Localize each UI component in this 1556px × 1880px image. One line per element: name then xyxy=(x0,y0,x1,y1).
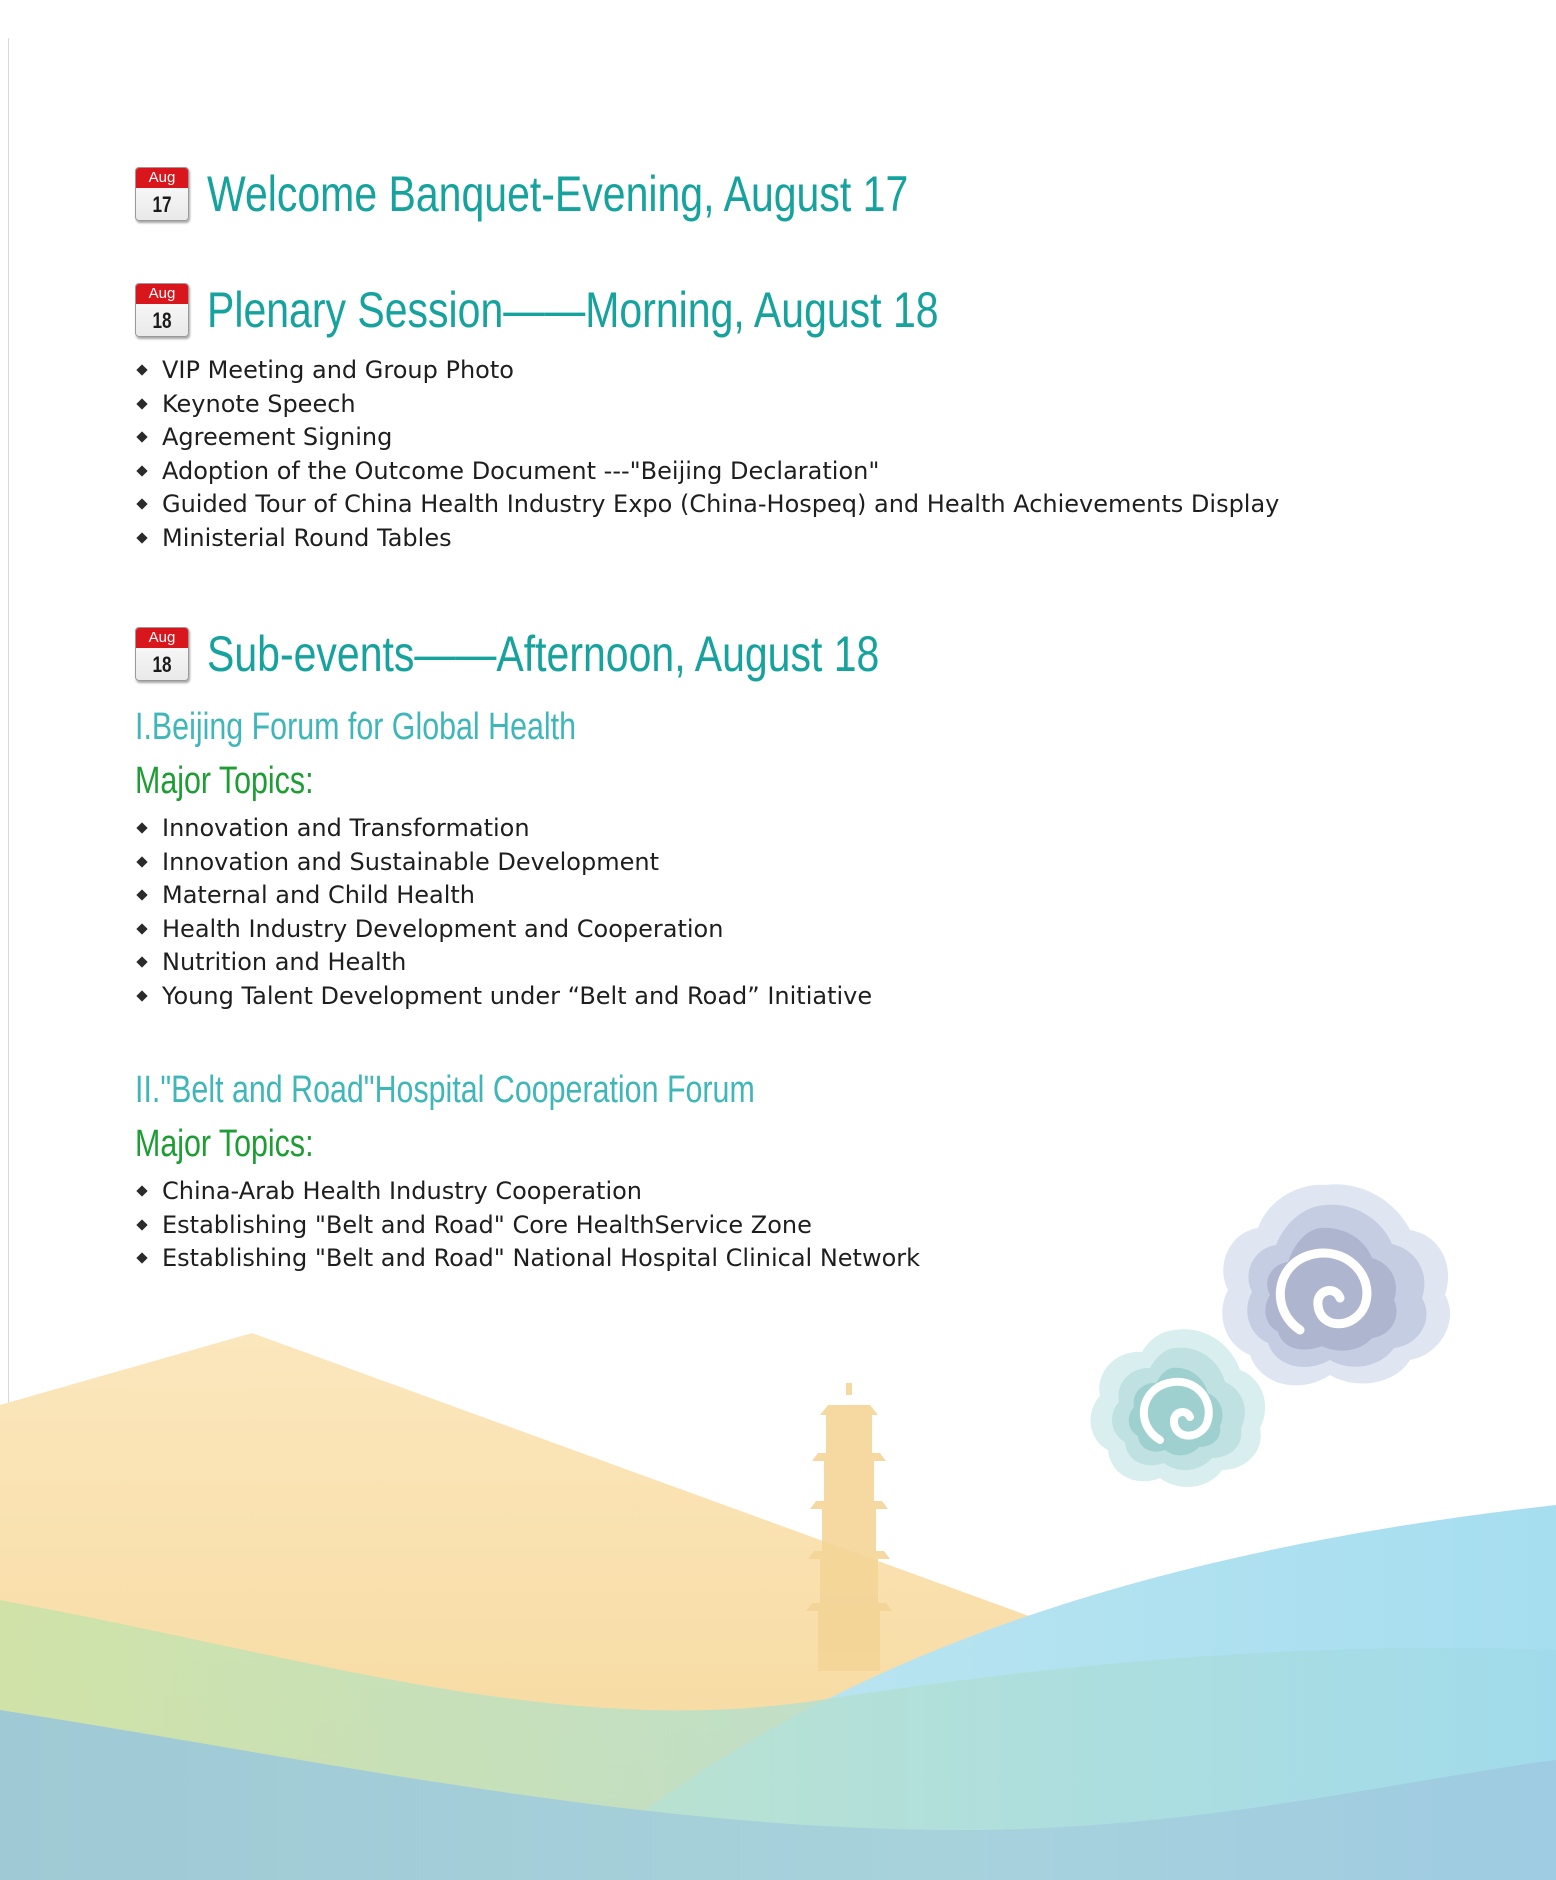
diamond-bullet-icon xyxy=(136,1252,147,1263)
list-item-text: Guided Tour of China Health Industry Expo (China-Hospeq) and Health Achievements Display xyxy=(162,490,1280,518)
diamond-bullet-icon xyxy=(136,822,147,833)
list-item-text: Keynote Speech xyxy=(162,389,356,418)
list-item-text: Nutrition and Health xyxy=(162,948,407,976)
list-item xyxy=(136,388,1279,422)
list-item xyxy=(136,354,1279,388)
calendar-month: Aug xyxy=(136,628,188,648)
list-item xyxy=(136,1209,920,1243)
diamond-bullet-icon xyxy=(136,398,147,409)
list-item-text: Ministerial Round Tables xyxy=(162,523,452,552)
list-item xyxy=(136,879,872,913)
list-item-text: Innovation and Sustainable Development xyxy=(162,847,659,876)
list-item-text: Maternal and Child Health xyxy=(162,881,476,909)
section-plenary-session xyxy=(135,277,1099,343)
list-item-text: VIP Meeting and Group Photo xyxy=(162,356,514,384)
diamond-bullet-icon xyxy=(136,889,147,900)
list-item xyxy=(136,1242,920,1276)
list-item-text: Young Talent Development under “Belt and Road” Initiative xyxy=(162,981,873,1010)
diamond-bullet-icon xyxy=(136,364,147,375)
major-topics-label: Major Topics: xyxy=(135,760,314,802)
forum-title: II."Belt and Road"Hospital Cooperation Forum xyxy=(135,1069,755,1111)
calendar-day: 18 xyxy=(152,652,172,677)
diamond-bullet-icon xyxy=(136,465,147,476)
calendar-month: Aug xyxy=(136,284,188,304)
list-item xyxy=(136,846,872,880)
diamond-bullet-icon xyxy=(136,956,147,967)
diamond-bullet-icon xyxy=(136,1219,147,1230)
list-item-text: Agreement Signing xyxy=(162,423,393,451)
section-title: Plenary Session——Morning, August 18 xyxy=(207,282,939,338)
calendar-day: 18 xyxy=(152,308,172,333)
list-item xyxy=(136,812,872,846)
section-title: Welcome Banquet-Evening, August 17 xyxy=(207,166,909,222)
forum-topics-list xyxy=(136,812,872,1013)
calendar-icon xyxy=(135,627,189,681)
list-item-text: Establishing "Belt and Road" Core HealthService Zone xyxy=(162,1210,812,1239)
calendar-icon xyxy=(135,283,189,337)
section-title: Sub-events——Afternoon, August 18 xyxy=(207,626,880,682)
list-item-text: China-Arab Health Industry Cooperation xyxy=(162,1177,642,1205)
section-welcome-banquet xyxy=(135,161,1062,227)
calendar-month: Aug xyxy=(136,168,188,188)
forum-title: I.Beijing Forum for Global Health xyxy=(135,706,576,748)
major-topics-label: Major Topics: xyxy=(135,1123,314,1165)
list-item-text: Health Industry Development and Cooperation xyxy=(162,914,724,943)
list-item xyxy=(136,421,1279,455)
list-item-text: Adoption of the Outcome Document ---"Beijing Declaration" xyxy=(162,456,880,485)
diamond-bullet-icon xyxy=(136,923,147,934)
list-item-text: Establishing "Belt and Road" National Hospital Clinical Network xyxy=(162,1244,921,1272)
diamond-bullet-icon xyxy=(136,990,147,1001)
list-item xyxy=(136,1175,920,1209)
diamond-bullet-icon xyxy=(136,532,147,543)
plenary-agenda-list xyxy=(136,354,1279,555)
calendar-day: 17 xyxy=(152,192,172,217)
list-item xyxy=(136,522,1279,556)
diamond-bullet-icon xyxy=(136,431,147,442)
forum-topics-list xyxy=(136,1175,920,1276)
list-item xyxy=(136,488,1279,522)
list-item xyxy=(136,455,1279,489)
section-sub-events xyxy=(135,621,1027,687)
list-item xyxy=(136,980,872,1014)
diamond-bullet-icon xyxy=(136,498,147,509)
list-item xyxy=(136,913,872,947)
diamond-bullet-icon xyxy=(136,1185,147,1196)
list-item-text: Innovation and Transformation xyxy=(162,814,530,842)
diamond-bullet-icon xyxy=(136,856,147,867)
list-item xyxy=(136,946,872,980)
calendar-icon xyxy=(135,167,189,221)
